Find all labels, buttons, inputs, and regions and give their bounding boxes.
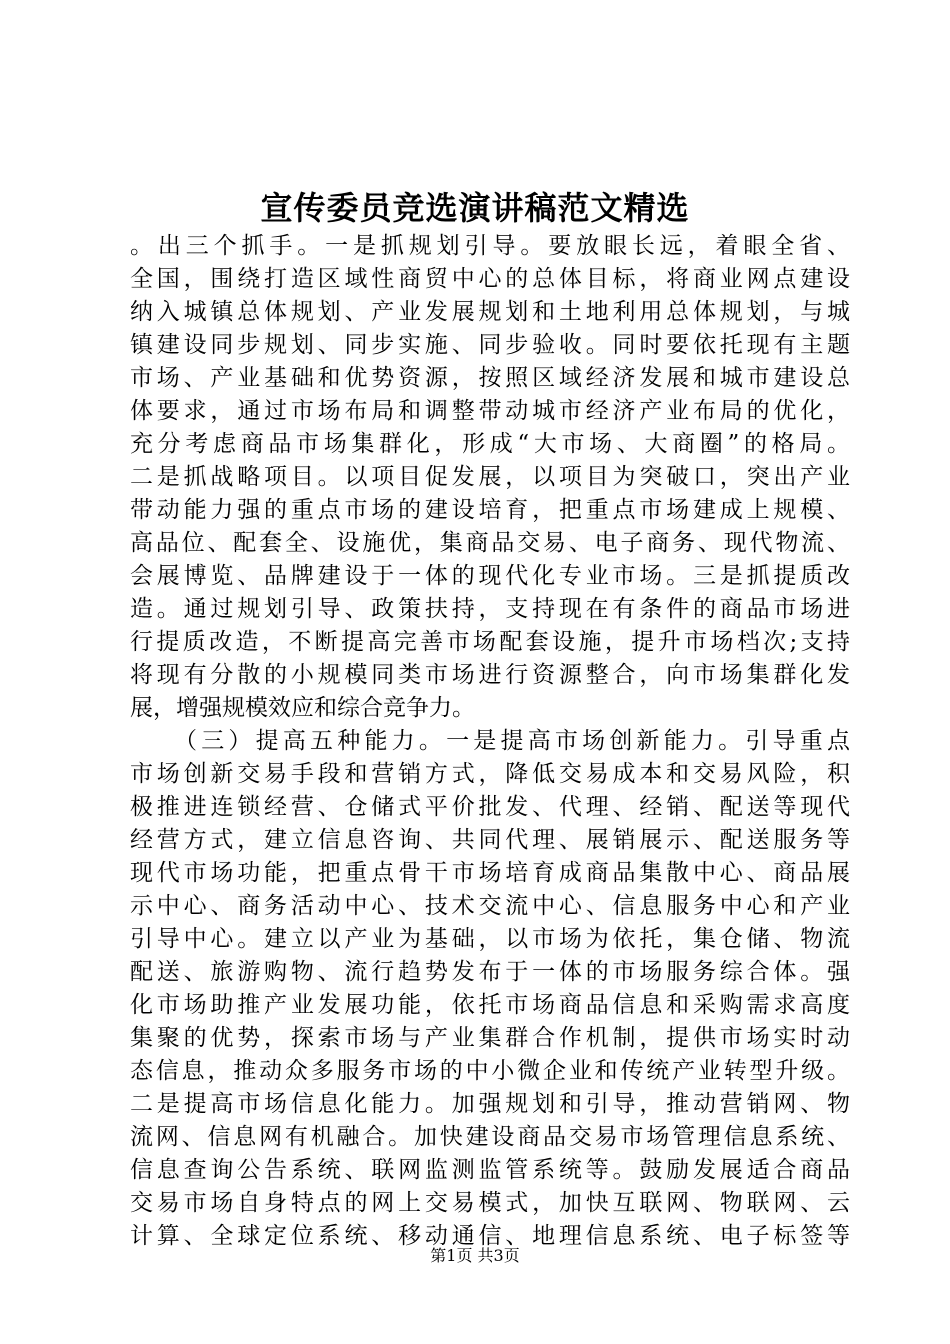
body-line: 交易市场自身特点的网上交易模式，加快互联网、物联网、云	[130, 1190, 850, 1216]
body-line: 二是提高市场信息化能力。加强规划和引导，推动营销网、物	[130, 1091, 850, 1117]
body-line: 镇建设同步规划、同步实施、同步验收。同时要依托现有主题	[130, 332, 850, 358]
body-line: 引导中心。建立以产业为基础，以市场为依托，集仓储、物流	[130, 926, 850, 952]
body-line: 行提质改造，不断提高完善市场配套设施，提升市场档次;支持	[130, 629, 850, 655]
body-line: 市场创新交易手段和营销方式，降低交易成本和交易风险，积	[130, 761, 850, 787]
body-line: 流网、信息网有机融合。加快建设商品交易市场管理信息系统、	[130, 1124, 850, 1150]
body-line: 充分考虑商品市场集群化，形成“大市场、大商圈”的格局。	[130, 431, 850, 457]
page-number-footer: 第1页 共3页	[430, 1246, 520, 1265]
body-line: 将现有分散的小规模同类市场进行资源整合，向市场集群化发	[130, 662, 850, 688]
body-line: 。出三个抓手。一是抓规划引导。要放眼长远，着眼全省、	[130, 233, 850, 259]
body-line: 集聚的优势，探索市场与产业集群合作机制，提供市场实时动	[130, 1025, 850, 1051]
body-line: 极推进连锁经营、仓储式平价批发、代理、经销、配送等现代	[130, 794, 850, 820]
document-title: 宣传委员竞选演讲稿范文精选	[260, 189, 690, 227]
body-line: 现代市场功能，把重点骨干市场培育成商品集散中心、商品展	[130, 860, 850, 886]
body-line: 配送、旅游购物、流行趋势发布于一体的市场服务综合体。强	[130, 959, 850, 985]
body-line: 计算、全球定位系统、移动通信、地理信息系统、电子标签等	[130, 1223, 850, 1249]
body-line: 市场、产业基础和优势资源，按照区域经济发展和城市建设总	[130, 365, 850, 391]
body-line: 会展博览、品牌建设于一体的现代化专业市场。三是抓提质改	[130, 563, 850, 589]
document-body	[130, 230, 850, 1253]
body-line: 二是抓战略项目。以项目促发展，以项目为突破口，突出产业	[130, 464, 850, 490]
body-line: 经营方式，建立信息咨询、共同代理、展销展示、配送服务等	[130, 827, 850, 853]
body-line: 展，增强规模效应和综合竞争力。	[130, 695, 475, 721]
body-line: 纳入城镇总体规划、产业发展规划和土地利用总体规划，与城	[130, 299, 850, 325]
body-line: （三）提高五种能力。一是提高市场创新能力。引导重点	[174, 728, 850, 754]
body-line: 信息查询公告系统、联网监测监管系统等。鼓励发展适合商品	[130, 1157, 850, 1183]
body-line: 带动能力强的重点市场的建设培育，把重点市场建成上规模、	[130, 497, 850, 523]
body-line: 化市场助推产业发展功能，依托市场商品信息和采购需求高度	[130, 992, 850, 1018]
body-line: 态信息，推动众多服务市场的中小微企业和传统产业转型升级。	[130, 1058, 850, 1084]
body-line: 高品位、配套全、设施优，集商品交易、电子商务、现代物流、	[130, 530, 850, 556]
body-line: 示中心、商务活动中心、技术交流中心、信息服务中心和产业	[130, 893, 850, 919]
body-line: 体要求，通过市场布局和调整带动城市经济产业布局的优化，	[130, 398, 850, 424]
body-line: 全国，围绕打造区域性商贸中心的总体目标，将商业网点建设	[130, 266, 850, 292]
body-line: 造。通过规划引导、政策扶持，支持现在有条件的商品市场进	[130, 596, 850, 622]
